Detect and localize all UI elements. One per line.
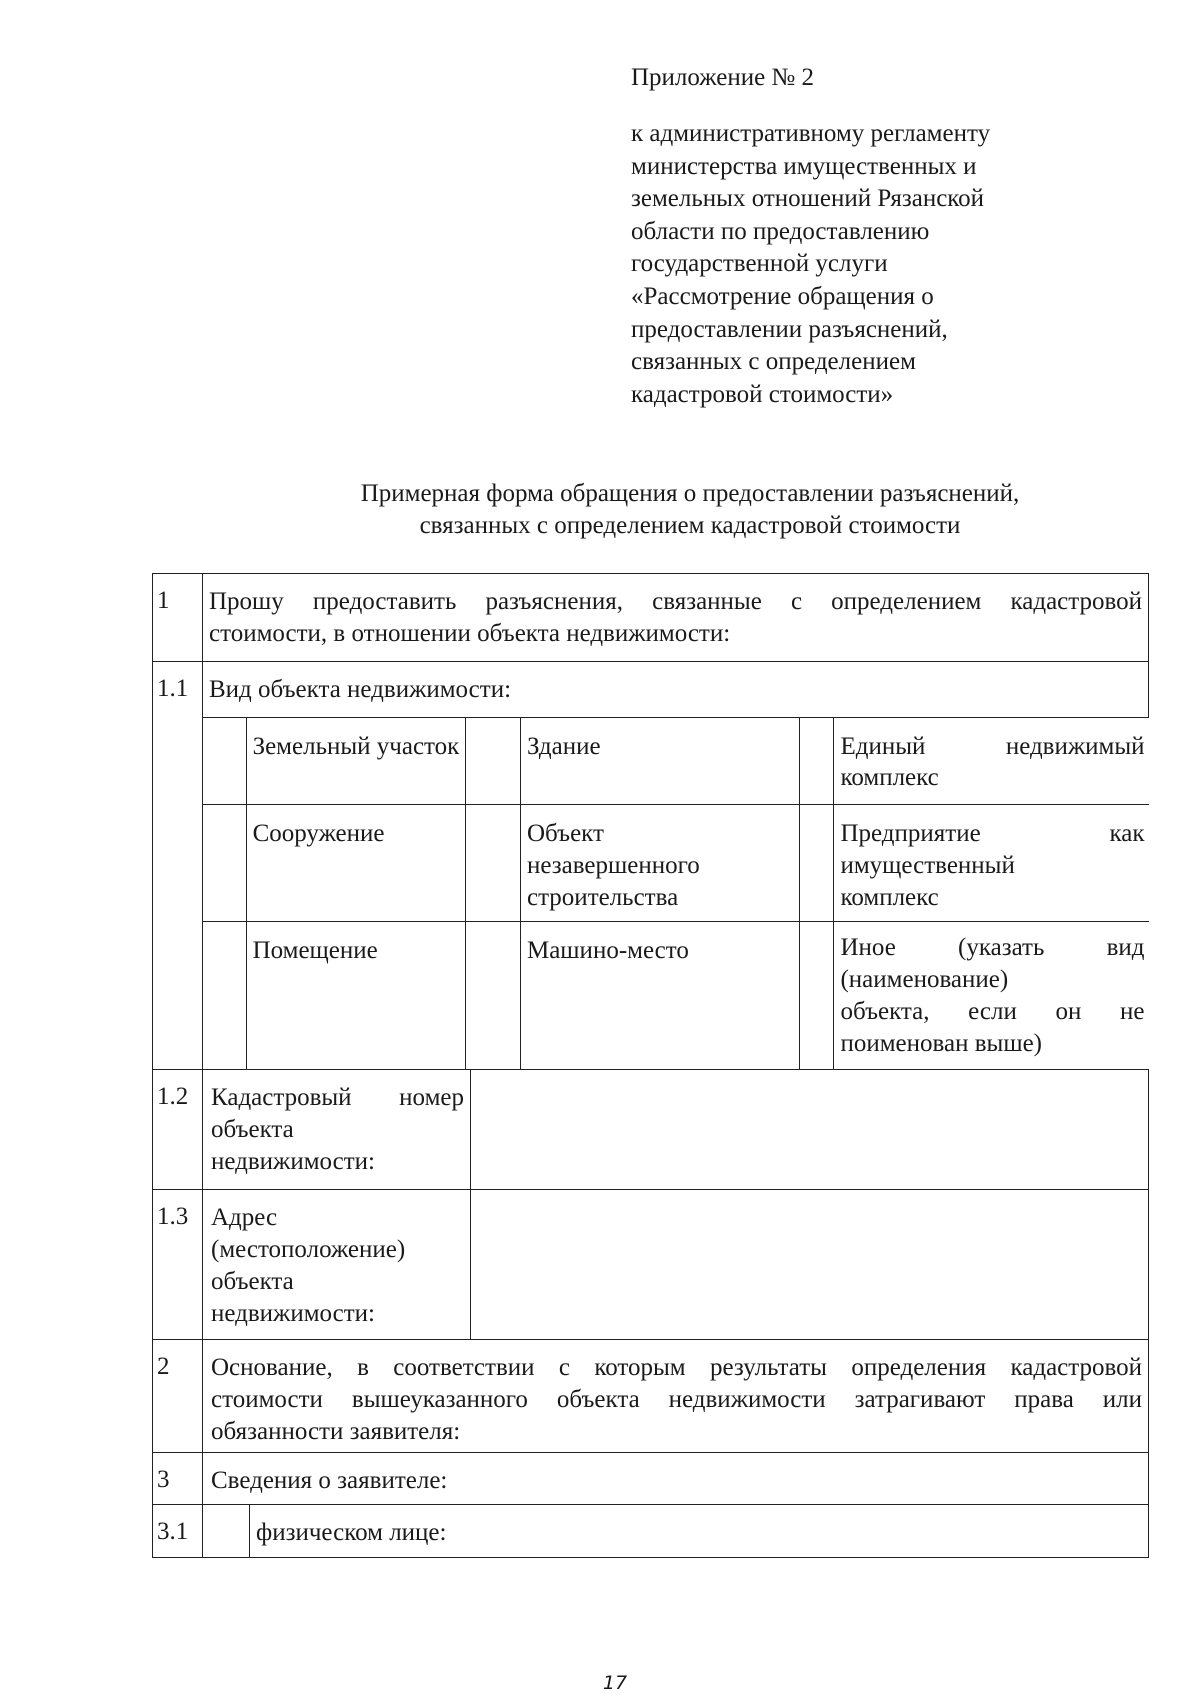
table-row xyxy=(153,1453,1149,1505)
text-line: Основание, в соответствии с которым результаты определения кадастровой xyxy=(211,1354,1143,1381)
object-type-label: Вид объекта недвижимости: xyxy=(203,662,1149,718)
address-label: Адрес (местоположение) объекта недвижимости: xyxy=(203,1190,471,1340)
request-text xyxy=(203,574,1149,662)
cadastral-number-label: Кадастровый номер объекта недвижимости: xyxy=(203,1070,471,1190)
row-number: 1.3 xyxy=(153,1190,203,1340)
annex-line: «Рассмотрение обращения о xyxy=(631,282,934,310)
annex-title: Приложение № 2 xyxy=(631,64,815,91)
option-label: Иное (указать вид (наименование) объекта, если он не поименован выше) xyxy=(834,921,1149,1069)
option-label: Объект незавершенного строительства xyxy=(520,804,799,921)
annex-line: земельных отношений Рязанской xyxy=(631,185,985,213)
annex-line: связанных с определением xyxy=(631,348,916,376)
row-number: 1 xyxy=(153,574,203,662)
form-title-line: связанных с определением кадастровой стоимости xyxy=(419,512,961,539)
address-field[interactable] xyxy=(471,1190,1149,1340)
row-number: 3.1 xyxy=(153,1505,203,1558)
annex-subtitle xyxy=(631,118,1071,411)
table-row xyxy=(153,662,1149,718)
annex-line: министерства имущественных и xyxy=(631,152,977,180)
table-row xyxy=(153,1340,1149,1453)
option-label: Помещение xyxy=(246,921,465,1069)
row-number: 1.1 xyxy=(153,662,203,1070)
option-checkbox[interactable] xyxy=(800,921,834,1069)
table-row xyxy=(153,574,1149,662)
annex-line: кадастровой стоимости» xyxy=(631,380,894,408)
option-label: Единый недвижимый комплекс xyxy=(834,718,1149,804)
option-checkbox[interactable] xyxy=(465,804,520,921)
option-checkbox[interactable] xyxy=(203,718,246,804)
individual-checkbox[interactable] xyxy=(203,1505,250,1557)
annex-line: предоставлении разъяснений, xyxy=(631,315,948,343)
applicant-info-label: Сведения о заявителе: xyxy=(203,1453,1149,1505)
application-form-table xyxy=(152,573,1149,1558)
option-label: Машино-место xyxy=(520,921,799,1069)
table-row xyxy=(153,1505,1149,1558)
row-number: 1.2 xyxy=(153,1070,203,1190)
option-checkbox[interactable] xyxy=(203,804,246,921)
text-line: обязанности заявителя: xyxy=(211,1418,461,1445)
option-checkbox[interactable] xyxy=(800,804,834,921)
option-checkbox[interactable] xyxy=(203,921,246,1069)
option-label: Здание xyxy=(520,718,799,804)
option-label: Предприятие как имущественный комплекс xyxy=(834,804,1149,921)
row-number: 2 xyxy=(153,1340,203,1453)
object-type-options xyxy=(203,718,1149,1069)
page-number: 17 xyxy=(602,1672,628,1694)
form-title xyxy=(0,478,1200,542)
individual-label: физическом лице: xyxy=(256,1519,447,1546)
option-label: Сооружение xyxy=(246,804,465,921)
text-line: стоимости, в отношении объекта недвижимости: xyxy=(209,620,731,647)
row-number: 3 xyxy=(153,1453,203,1505)
text-line: стоимости вышеуказанного объекта недвижимости затрагивают права или xyxy=(211,1386,1143,1413)
option-checkbox[interactable] xyxy=(465,718,520,804)
option-checkbox[interactable] xyxy=(465,921,520,1069)
table-row xyxy=(153,718,1149,1070)
cadastral-number-field[interactable] xyxy=(471,1070,1149,1190)
basis-text xyxy=(203,1340,1149,1453)
option-label: Земельный участок xyxy=(246,718,465,804)
table-row xyxy=(153,1190,1149,1340)
annex-line: области по предоставлению xyxy=(631,217,930,245)
form-title-line: Примерная форма обращения о предоставлении разъяснений, xyxy=(360,480,1020,507)
individual-cell xyxy=(203,1505,1149,1558)
text-line: Прошу предоставить разъяснения, связанные с определением кадастровой xyxy=(209,588,1143,615)
annex-line: государственной услуги xyxy=(631,250,888,278)
annex-line: к административному регламенту xyxy=(631,120,991,147)
option-checkbox[interactable] xyxy=(800,718,834,804)
table-row xyxy=(153,1070,1149,1190)
